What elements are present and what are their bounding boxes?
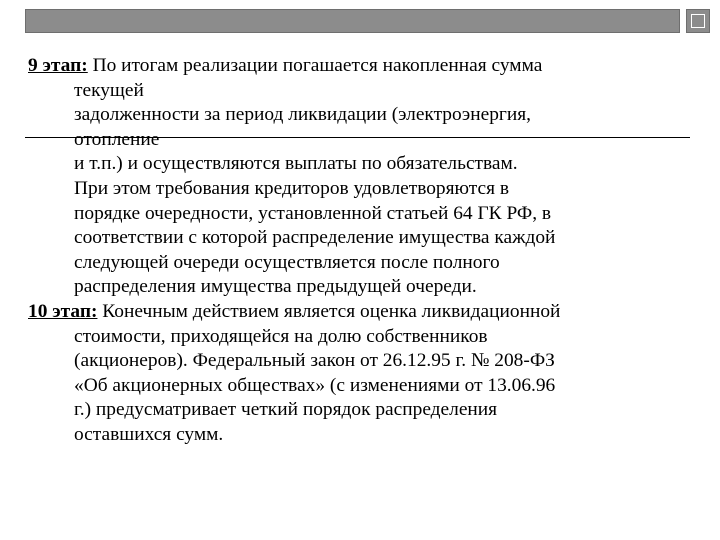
stage-9-first-line	[28, 55, 542, 76]
stage-10-line-1: Конечным действием является оценка ликвидационной	[97, 300, 561, 322]
stage-9-line-7: порядке очередности, установленной статьей 64 ГК РФ, в	[74, 202, 552, 224]
square-bullet-inner	[691, 14, 705, 28]
stage-10-line-2: стоимости, приходящейся на долю собственников	[74, 325, 488, 347]
stage-9-line-5: и т.п.) и осуществляются выплаты по обязательствам.	[74, 153, 518, 175]
square-bullet-icon	[686, 9, 710, 33]
stage-9-line-2: текущей	[74, 79, 144, 101]
stage-10-first-line	[28, 301, 560, 322]
stage-9-line-6: При этом требования кредиторов удовлетворяются в	[74, 177, 510, 199]
stage-9-label: 9 этап:	[28, 55, 88, 76]
stage-10-line-4: «Об акционерных обществах» (с изменениями от 13.06.96	[74, 374, 556, 396]
stage-10-paragraph	[28, 300, 708, 448]
slide-body	[28, 54, 708, 448]
stage-9-line-10: распределения имущества предыдущей очереди.	[74, 276, 477, 298]
title-bar-decoration	[25, 9, 680, 33]
stage-10-line-3: (акционеров). Федеральный закон от 26.12.95 г. № 208-ФЗ	[74, 350, 555, 372]
stage-9-line-1: По итогам реализации погашается накопленная сумма	[87, 55, 543, 76]
stage-10-line-5: г.) предусматривает четкий порядок распределения	[74, 399, 498, 421]
stage-10-label: 10 этап:	[28, 300, 98, 322]
stage-9-line-4: отопление	[74, 128, 160, 150]
stage-10-line-6: оставшихся сумм.	[74, 423, 224, 445]
stage-9-line-3: задолженности за период ликвидации (электроэнергия,	[74, 104, 532, 126]
stage-9-line-8: соответствии с которой распределение имущества каждой	[74, 227, 556, 249]
stage-9-line-9: следующей очереди осуществляется после полного	[74, 251, 500, 273]
stage-9-paragraph	[28, 54, 708, 300]
